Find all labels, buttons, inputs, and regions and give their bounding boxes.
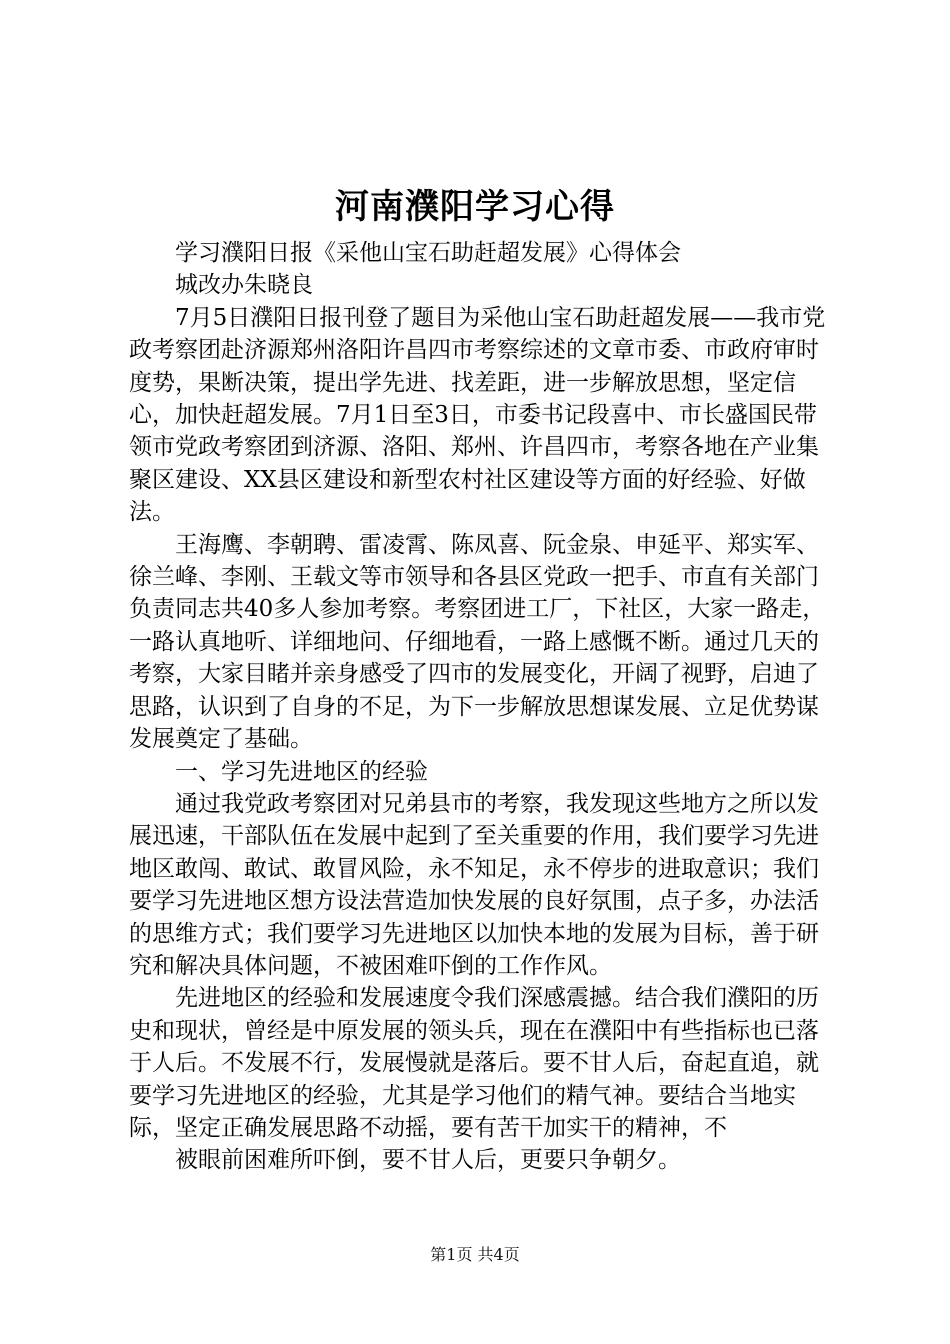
subtitle-line: 学习濮阳日报《采他山宝石助赶超发展》心得体会: [175, 240, 681, 266]
paragraph: 王海鹰、李朝聘、雷凌霄、陈凤喜、阮金泉、申延平、郑实军、徐兰峰、李刚、王载文等市领导和各县区党政一把手、市直有关部门负责同志共40多人参加考察。考察团进工厂，下社区，大家一路走，一路认真地听、详细地问、仔细地看，一路上感慨不断。通过几天的考察，大家目睹并亲身感受了四市的发展变化，开阔了视野，启迪了思路，认识到了自身的不足，为下一步解放思想谋发展、立足优势谋发展奠定了基础。: [129, 531, 826, 753]
document-title: 河南濮阳学习心得: [335, 187, 615, 227]
paragraph: 被眼前困难所吓倒，要不甘人后，更要只争朝夕。: [175, 1147, 681, 1174]
paragraph: 7月5日濮阳日报刊登了题目为采他山宝石助赶超发展——我市党政考察团赴济源郑州洛阳许昌四市考察综述的文章市委、市政府审时度势，果断决策，提出学先进、找差距，进一步解放思想，坚定信心，加快赶超发展。7月1日至3日，市委书记段喜中、市长盛国民带领市党政考察团到济源、洛阳、郑州、许昌四市，考察各地在产业集聚区建设、XX县区建设和新型农村社区建设等方面的好经验、好做法。: [129, 304, 826, 526]
paragraph: 通过我党政考察团对兄弟县市的考察，我发现这些地方之所以发展迅速，干部队伍在发展中起到了至关重要的作用，我们要学习先进地区敢闯、敢试、敢冒风险，永不知足，永不停步的进取意识；我们要学习先进地区想方设法营造加快发展的良好氛围，点子多，办法活的思维方式；我们要学习先进地区以加快本地的发展为目标，善于研究和解决具体问题，不被困难吓倒的工作作风。: [129, 790, 819, 979]
paragraph: 先进地区的经验和发展速度令我们深感震撼。结合我们濮阳的历史和现状，曾经是中原发展的领头兵，现在在濮阳中有些指标也已落于人后。不发展不行，发展慢就是落后。要不甘人后，奋起直追，就要学习先进地区的经验，尤其是学习他们的精气神。要结合当地实际，坚定正确发展思路不动摇，要有苦干加实干的精神，不: [129, 985, 819, 1141]
section-heading: 一、学习先进地区的经验: [175, 758, 428, 785]
page-indicator: 第1页 共4页: [430, 1245, 520, 1264]
author-line: 城改办朱晓良: [175, 272, 313, 299]
document-body: [129, 237, 829, 1177]
